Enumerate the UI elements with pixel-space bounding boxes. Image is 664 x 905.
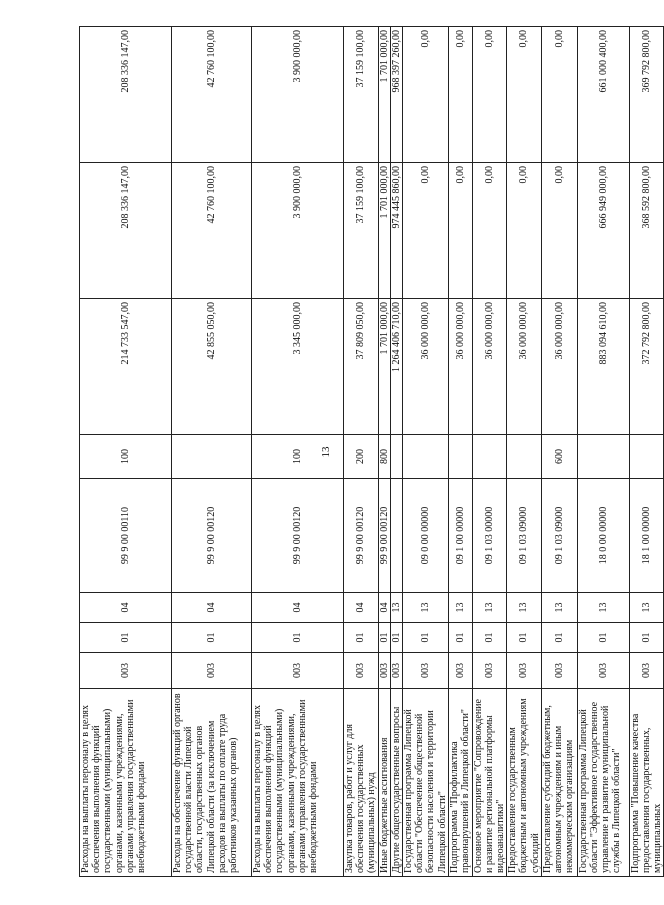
row-amount-year-1: 36 000 000,00 <box>507 298 542 434</box>
row-section-code: 01 <box>629 622 664 652</box>
row-amount-year-2: 1 701 000,00 <box>378 162 390 298</box>
row-amount-year-3: 0,00 <box>402 26 448 162</box>
row-name: Расходы на выплаты персоналу в целях обеспечения выполнения функций государственными (муниципальными) органами, казенными учреждениями, органами управления государственными внебюджетными фондами <box>80 688 172 876</box>
row-amount-year-2: 666 949 000,00 <box>577 162 629 298</box>
row-amount-year-2: 3 900 000,00 <box>252 162 344 298</box>
row-ved-code: 003 <box>629 652 664 688</box>
row-target-article: 99 9 00 00110 <box>80 478 172 592</box>
row-expense-type <box>172 434 252 478</box>
row-target-article: 99 9 00 00120 <box>344 478 379 592</box>
row-expense-type: 100 <box>80 434 172 478</box>
row-target-article: 99 9 00 00120 <box>252 478 344 592</box>
row-name: Предоставление государственным бюджетным и автономным учреждениям субсидий <box>507 688 542 876</box>
row-amount-year-1: 36 000 000,00 <box>472 298 507 434</box>
budget-table <box>79 26 664 877</box>
row-ved-code: 003 <box>472 652 507 688</box>
row-amount-year-1: 1 701 000,00 <box>378 298 390 434</box>
row-section-code: 01 <box>172 622 252 652</box>
table-row <box>172 26 252 876</box>
table-row <box>577 26 629 876</box>
row-ved-code: 003 <box>507 652 542 688</box>
table-row <box>541 26 577 876</box>
row-subsection-code: 04 <box>378 592 390 622</box>
row-name: Закупка товаров, работ и услуг для обеспечения государственных (муниципальных) нужд <box>344 688 379 876</box>
row-expense-type: 600 <box>541 434 577 478</box>
row-amount-year-1: 3 345 000,00 <box>252 298 344 434</box>
row-subsection-code: 13 <box>472 592 507 622</box>
row-section-code: 01 <box>402 622 448 652</box>
row-amount-year-3: 208 336 147,00 <box>80 26 172 162</box>
row-name: Подпрограмма "Повышение качества предоставления государственных, муниципальных <box>629 688 664 876</box>
row-subsection-code: 04 <box>252 592 344 622</box>
row-expense-type <box>507 434 542 478</box>
row-section-code: 01 <box>390 622 402 652</box>
row-amount-year-3: 37 159 100,00 <box>344 26 379 162</box>
row-ved-code: 003 <box>378 652 390 688</box>
row-ved-code: 003 <box>344 652 379 688</box>
row-amount-year-2: 0,00 <box>448 162 472 298</box>
row-ved-code: 003 <box>252 652 344 688</box>
row-name: Предоставление субсидий бюджетным, автономным учреждениям и иным некоммерческим организациям <box>541 688 577 876</box>
row-amount-year-3: 968 397 260,00 <box>390 26 402 162</box>
row-name: Расходы на выплаты персоналу в целях обеспечения выполнения функций государственными (муниципальными) органами, казенными учреждениями, органами управления государственными внебюджетными фондами <box>252 688 344 876</box>
row-amount-year-3: 0,00 <box>448 26 472 162</box>
row-amount-year-3: 661 000 400,00 <box>577 26 629 162</box>
row-target-article: 99 9 00 00120 <box>172 478 252 592</box>
row-subsection-code: 13 <box>448 592 472 622</box>
row-expense-type: 800 <box>378 434 390 478</box>
table-row <box>378 26 390 876</box>
row-section-code: 01 <box>507 622 542 652</box>
row-expense-type <box>629 434 664 478</box>
row-subsection-code: 13 <box>507 592 542 622</box>
row-amount-year-1: 42 855 050,00 <box>172 298 252 434</box>
row-ved-code: 003 <box>577 652 629 688</box>
row-ved-code: 003 <box>390 652 402 688</box>
row-expense-type <box>390 434 402 478</box>
row-expense-type: 200 <box>344 434 379 478</box>
row-name: Государственная программа Липецкой области "Обеспечение общественной безопасности населения и территории Липецкой области" <box>402 688 448 876</box>
row-name: Другие общегосударственные вопросы <box>390 688 402 876</box>
row-target-article: 09 1 00 00000 <box>448 478 472 592</box>
row-expense-type <box>472 434 507 478</box>
row-expense-type <box>448 434 472 478</box>
row-subsection-code: 04 <box>344 592 379 622</box>
row-amount-year-2: 208 336 147,00 <box>80 162 172 298</box>
row-amount-year-2: 42 760 100,00 <box>172 162 252 298</box>
row-target-article: 18 0 00 00000 <box>577 478 629 592</box>
row-name: Иные бюджетные ассигнования <box>378 688 390 876</box>
row-section-code: 01 <box>541 622 577 652</box>
table-row <box>472 26 507 876</box>
row-subsection-code: 13 <box>390 592 402 622</box>
table-row <box>629 26 664 876</box>
row-amount-year-3: 3 900 000,00 <box>252 26 344 162</box>
row-amount-year-2: 368 592 800,00 <box>629 162 664 298</box>
row-name: Государственная программа Липецкой области "Эффективное государственное управление и развитие муниципальной службы в Липецкой области" <box>577 688 629 876</box>
table-row <box>390 26 402 876</box>
row-expense-type <box>577 434 629 478</box>
table-row <box>448 26 472 876</box>
row-amount-year-1: 36 000 000,00 <box>402 298 448 434</box>
row-amount-year-1: 37 809 050,00 <box>344 298 379 434</box>
row-section-code: 01 <box>252 622 344 652</box>
row-amount-year-1: 36 000 000,00 <box>448 298 472 434</box>
table-row <box>507 26 542 876</box>
row-name: Расходы на обеспечение функций органов государственной власти Липецкой области, государственных органов Липецкой области (за исключением расходов на выплаты по оплате труда работников указанных органов) <box>172 688 252 876</box>
row-subsection-code: 04 <box>80 592 172 622</box>
table-row <box>80 26 172 876</box>
budget-table-container <box>79 27 664 877</box>
row-amount-year-2: 0,00 <box>507 162 542 298</box>
row-target-article <box>390 478 402 592</box>
row-section-code: 01 <box>448 622 472 652</box>
row-amount-year-3: 369 792 800,00 <box>629 26 664 162</box>
row-expense-type <box>402 434 448 478</box>
table-row <box>402 26 448 876</box>
row-expense-type: 100 <box>252 434 344 478</box>
row-target-article: 09 1 03 00000 <box>472 478 507 592</box>
row-subsection-code: 13 <box>541 592 577 622</box>
row-amount-year-3: 1 701 000,00 <box>378 26 390 162</box>
row-ved-code: 003 <box>541 652 577 688</box>
row-ved-code: 003 <box>172 652 252 688</box>
row-subsection-code: 04 <box>172 592 252 622</box>
row-target-article: 09 0 00 00000 <box>402 478 448 592</box>
table-row <box>252 26 344 876</box>
row-subsection-code: 13 <box>402 592 448 622</box>
row-amount-year-3: 0,00 <box>507 26 542 162</box>
row-subsection-code: 13 <box>577 592 629 622</box>
row-target-article: 09 1 03 09000 <box>507 478 542 592</box>
row-amount-year-3: 42 760 100,00 <box>172 26 252 162</box>
row-target-article: 18 1 00 00000 <box>629 478 664 592</box>
row-section-code: 01 <box>80 622 172 652</box>
row-amount-year-1: 36 000 000,00 <box>541 298 577 434</box>
row-name: Подпрограмма "Профилактика правонарушений в Липецкой области" <box>448 688 472 876</box>
row-ved-code: 003 <box>80 652 172 688</box>
row-section-code: 01 <box>577 622 629 652</box>
row-subsection-code: 13 <box>629 592 664 622</box>
table-row <box>344 26 379 876</box>
row-amount-year-3: 0,00 <box>541 26 577 162</box>
row-section-code: 01 <box>378 622 390 652</box>
row-amount-year-2: 974 445 860,00 <box>390 162 402 298</box>
row-section-code: 01 <box>344 622 379 652</box>
row-amount-year-2: 0,00 <box>402 162 448 298</box>
row-amount-year-2: 0,00 <box>472 162 507 298</box>
row-name: Основное мероприятие "Сопровождение и развитие региональной платформы видеоаналитики" <box>472 688 507 876</box>
row-amount-year-1: 1 264 406 710,00 <box>390 298 402 434</box>
row-amount-year-3: 0,00 <box>472 26 507 162</box>
page-number: 13 <box>320 446 332 458</box>
row-ved-code: 003 <box>448 652 472 688</box>
row-ved-code: 003 <box>402 652 448 688</box>
row-amount-year-1: 883 094 610,00 <box>577 298 629 434</box>
row-amount-year-2: 0,00 <box>541 162 577 298</box>
row-amount-year-1: 214 733 547,00 <box>80 298 172 434</box>
row-amount-year-1: 372 792 800,00 <box>629 298 664 434</box>
row-amount-year-2: 37 159 100,00 <box>344 162 379 298</box>
row-section-code: 01 <box>472 622 507 652</box>
row-target-article: 99 9 00 00120 <box>378 478 390 592</box>
row-target-article: 09 1 03 09000 <box>541 478 577 592</box>
